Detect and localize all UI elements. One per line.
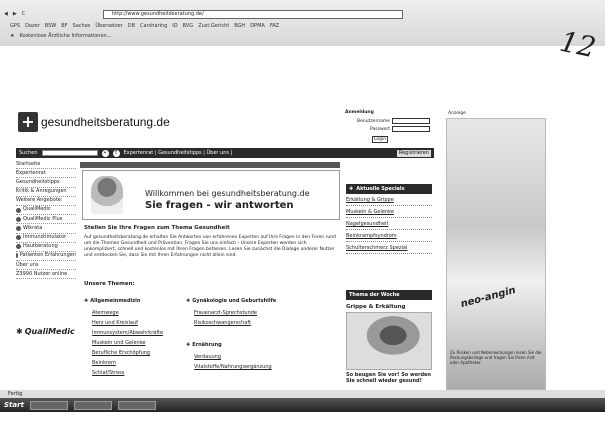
sidebar-item[interactable]: [16, 197, 76, 206]
nav-bar: [16, 148, 434, 158]
sidebar-item[interactable]: [16, 243, 76, 252]
special-link[interactable]: Beinkrampfsyndrom: [346, 230, 432, 242]
bookmark-item[interactable]: DB: [127, 23, 136, 29]
star-icon: ✱: [16, 327, 23, 336]
category-title: Gynäkologie und Geburtshilfe: [192, 298, 277, 304]
bookmark-item[interactable]: BGH: [234, 23, 246, 29]
topic-link[interactable]: Risikoschwangerschaft: [194, 320, 252, 326]
bullet-icon: [16, 253, 18, 258]
password-input[interactable]: [392, 126, 430, 132]
site-logo[interactable]: + gesundheitsberatung.de: [18, 112, 170, 132]
taskbar-item[interactable]: [74, 401, 112, 410]
start-button[interactable]: Start: [4, 401, 24, 409]
bookmark-item[interactable]: ID: [172, 23, 178, 29]
main-heading: Stellen Sie Ihre Fragen zum Thema Gesundheit: [84, 225, 230, 231]
plus-icon: ✚: [349, 186, 354, 192]
category-title: Allgemeinmedizin: [90, 298, 141, 304]
sidebar-item-label: Weitere Angebote:: [16, 197, 63, 204]
address-bar[interactable]: http://www.gesundheitsberatung.de/: [103, 10, 403, 19]
topic-link[interactable]: Atemwege: [92, 310, 119, 316]
topics-heading: Unsere Themen:: [84, 281, 135, 287]
topic-link[interactable]: Beinkrem: [92, 360, 116, 366]
search-label: Suchen: [19, 150, 38, 156]
main-header-strip: [80, 162, 342, 168]
sidebar-item-label: Gesundheitstipps: [16, 178, 60, 185]
sidebar-item-label: Patienten Erfahrungen: [19, 252, 76, 259]
qualimedic-logo[interactable]: ✱ QualiMedic: [16, 327, 75, 336]
thema-caption[interactable]: So beugen Sie vor! So werden Sie schnell wieder gesund!: [346, 372, 431, 384]
sidebar-item[interactable]: [16, 206, 76, 215]
browser-chrome: [0, 0, 605, 46]
intro-text: Auf gesundheitsberatung.de erhalten Sie Antworten von erfahrenen Experten auf Ihre Fragen in den Foren rund um die Themen Gesundheit und Prävention. Fragen Sie uns einfach - Unsere Experten werden sich unkompliziert, schnell und kostenlos mit Ihren Fragen befassen. Lesen Sie zunächst die Dialoge anderer Nutzer und entdecken Sie, dass Sie mit Ihren Erfahrungen nicht allein sind.: [84, 235, 336, 258]
bookmark-item[interactable]: Carsharing: [140, 23, 168, 29]
sidebar-item[interactable]: [16, 169, 76, 178]
handwritten-number: 12: [556, 24, 599, 65]
bookmarks-bar[interactable]: [10, 23, 279, 29]
welcome-text: Willkommen bei gesundheitsberatung.de: [145, 189, 310, 198]
sidebar-item-label: Immunstimulator: [23, 234, 67, 240]
sidebar-item[interactable]: [16, 270, 76, 279]
specials-box: [346, 184, 432, 254]
sidebar-item-label: Startseite: [16, 160, 41, 167]
special-link[interactable]: Schulterschmerz Spezial: [346, 242, 432, 254]
bullet-icon: [16, 208, 21, 213]
sidebar-item-label: QualiMedic: [23, 206, 51, 213]
themes-left: [84, 298, 184, 378]
username-label: Benutzername: [357, 118, 390, 124]
bullet-icon: [16, 217, 21, 222]
bookmark-item[interactable]: Sachse: [72, 23, 91, 29]
special-link[interactable]: Muskeln & Gelenke: [346, 206, 432, 218]
search-go-icon[interactable]: »: [103, 149, 107, 156]
sidebar-item-label: QualiMedic Plus: [23, 215, 63, 222]
ad-brand[interactable]: neo-angin: [459, 284, 517, 311]
back-icon[interactable]: ◀: [4, 11, 8, 17]
forward-icon[interactable]: ▶: [12, 11, 17, 17]
login-box: [345, 110, 430, 134]
ad-footer: Zu Risiken und Nebenwirkungen lesen Sie die Packungsbeilage und fragen Sie Ihren Arzt oder Apotheker.: [450, 350, 542, 365]
sidebar-item[interactable]: [16, 188, 76, 197]
topic-link[interactable]: Vitalstoffe/Nahrungsergänzung: [194, 364, 272, 370]
bookmark-item[interactable]: DPMA: [250, 23, 265, 29]
thema-subtitle: Grippe & Erkältung: [346, 304, 406, 310]
sidebar-item[interactable]: [16, 215, 76, 224]
plus-icon: ✚: [186, 298, 191, 304]
bookmark-icon: ★: [10, 33, 15, 39]
bookmark-item[interactable]: BF: [61, 23, 68, 29]
special-link[interactable]: Erkältung & Grippe: [346, 194, 432, 206]
username-input[interactable]: [392, 118, 430, 124]
sidebar-item[interactable]: [16, 234, 76, 243]
taskbar: [0, 398, 605, 412]
topic-link[interactable]: Immunsystem/Abwehrkräfte: [92, 330, 164, 336]
sidebar-item-label: Z3990 Nutzer online: [16, 270, 68, 277]
sidebar-item[interactable]: [16, 252, 76, 261]
sidebar-item-label: Wikrata: [23, 224, 43, 231]
thema-title: Thema der Woche: [349, 292, 400, 298]
theme-of-week: [346, 290, 432, 384]
reload-icon[interactable]: C: [21, 11, 26, 17]
plus-icon: +: [18, 112, 38, 132]
taskbar-item[interactable]: [118, 401, 156, 410]
nav-links[interactable]: Expertenrat | Gesundheitstipps | Über uns |: [123, 150, 233, 156]
password-label: Passwort: [369, 126, 390, 132]
special-link[interactable]: Nagelgesundheit: [346, 218, 432, 230]
sidebar-item[interactable]: [16, 160, 76, 169]
topic-link[interactable]: Frauenarzt-Sprechstunde: [194, 310, 257, 316]
plus-icon: ✚: [186, 342, 191, 348]
bookmark-item[interactable]: Übersetzer: [95, 23, 123, 29]
bullet-icon: [16, 226, 21, 231]
bullet-icon: [16, 244, 21, 249]
sidebar-item[interactable]: [16, 178, 76, 187]
topic-link[interactable]: Herz und Kreislauf: [92, 320, 138, 326]
plus-icon: ✚: [84, 298, 89, 304]
topic-link[interactable]: Berufliche Erschöpfung: [92, 350, 151, 356]
login-title: Anmeldung: [345, 110, 374, 115]
specials-title: Aktuelle Specials: [356, 186, 405, 192]
search-input[interactable]: [42, 150, 98, 156]
tagline: Sie fragen - wir antworten: [145, 200, 294, 211]
topic-link[interactable]: Muskeln und Gelenke: [92, 340, 146, 346]
topic-link[interactable]: Verdauung: [194, 354, 221, 360]
sidebar-item-label: Hautberatung: [23, 243, 58, 250]
sidebar-item-label: Kritik & Anregungen: [16, 188, 67, 195]
category-title: Ernährung: [192, 342, 222, 348]
bookmark-item[interactable]: BSW: [44, 23, 57, 29]
sidebar-item-label: Expertenrat: [16, 169, 46, 176]
bookmark-item[interactable]: FAZ: [269, 23, 280, 29]
status-bar: Fertig: [0, 390, 605, 398]
register-button[interactable]: Registrieren: [398, 149, 429, 156]
bookmark-item[interactable]: BVG: [182, 23, 194, 29]
sick-person-photo[interactable]: [346, 312, 432, 370]
login-button[interactable]: Login: [373, 137, 387, 142]
sidebar-item[interactable]: [16, 261, 76, 270]
ad-label: Anzeige: [448, 111, 466, 116]
topic-link[interactable]: Schlaf/Stress: [92, 370, 125, 376]
info-icon[interactable]: !: [113, 150, 120, 157]
themes-right: [186, 298, 286, 372]
bookmark-item[interactable]: GPS: [10, 23, 21, 29]
sidebar-item-label: Über uns: [16, 261, 39, 268]
nav-buttons[interactable]: [4, 11, 25, 17]
sidebar-item[interactable]: [16, 224, 76, 233]
doctor-photo: [91, 176, 123, 214]
bookmark-item[interactable]: Zust.Gericht: [198, 23, 230, 29]
taskbar-item[interactable]: [30, 401, 68, 410]
sidebar: [16, 160, 76, 279]
bookmarks-bar-2[interactable]: ★ Kostenlose Ärztliche Informationen...: [10, 33, 112, 39]
hero-box: [82, 170, 340, 220]
bullet-icon: [16, 235, 21, 240]
category-2: [186, 342, 286, 348]
bookmark-item[interactable]: Dazer: [25, 23, 40, 29]
